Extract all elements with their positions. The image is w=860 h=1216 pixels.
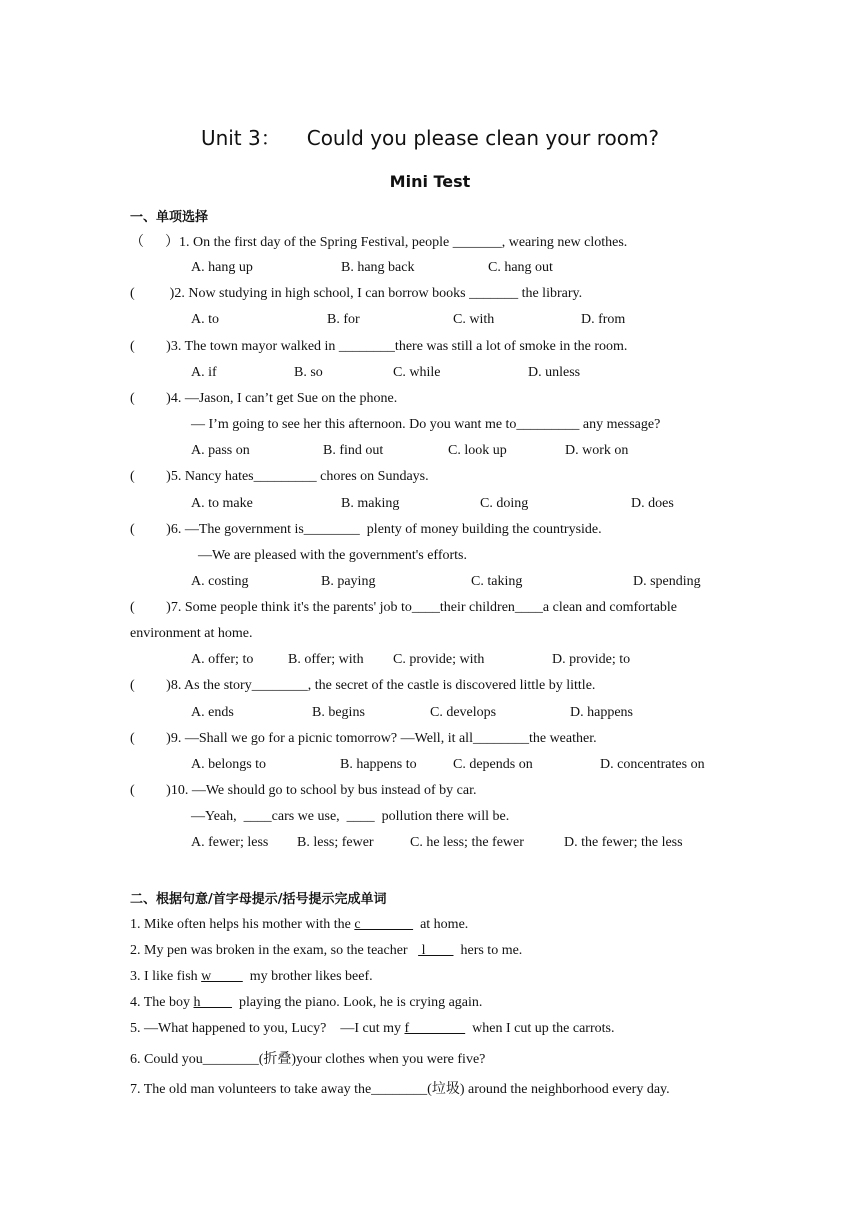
- option: D. provide; to: [552, 652, 631, 667]
- option: A. hang up: [191, 260, 253, 275]
- option: D. unless: [528, 365, 581, 380]
- fill-item-5: [130, 1021, 614, 1037]
- option: A. offer; to: [191, 652, 254, 667]
- item-text: 3. I like fish: [130, 969, 202, 984]
- question-3: [130, 339, 627, 355]
- question-5: [130, 469, 429, 485]
- option: D. spending: [633, 574, 701, 589]
- option: B. find out: [323, 443, 384, 458]
- item-text: my brother likes beef.: [242, 969, 373, 984]
- question-stem: 10. —We should go to school by bus instead of by car.: [170, 783, 477, 798]
- option: D. happens: [570, 705, 633, 720]
- option: A. pass on: [191, 443, 250, 458]
- option: C. provide; with: [393, 652, 485, 667]
- question-stem: 1. On the first day of the Spring Festival, people _______, wearing new clothes.: [179, 235, 628, 250]
- question-stem: 4. —Jason, I can’t get Sue on the phone.: [170, 391, 398, 406]
- option: C. while: [393, 365, 441, 380]
- fill-item-3: [130, 969, 373, 985]
- answer-blank[interactable]: w: [201, 969, 243, 984]
- answer-blank[interactable]: c: [354, 917, 414, 932]
- option: B. hang back: [341, 260, 415, 275]
- item-text: 5. —What happened to you, Lucy? —I cut my: [130, 1021, 405, 1036]
- fill-item-6: [130, 1048, 485, 1068]
- question-stem: 9. —Shall we go for a picnic tomorrow? —Well, it all________the weather.: [170, 731, 597, 746]
- option: D. the fewer; the less: [564, 835, 683, 850]
- answer-bracket[interactable]: （ ）: [130, 235, 179, 250]
- question-4: [130, 391, 397, 407]
- option: C. doing: [480, 496, 529, 511]
- answer-bracket[interactable]: ( ): [130, 469, 171, 484]
- item-text: when I cut up the carrots.: [465, 1021, 615, 1036]
- answer-bracket[interactable]: ( ): [130, 678, 171, 693]
- option: C. develops: [430, 705, 497, 720]
- question-6: [130, 522, 602, 538]
- item-text: hers to me.: [453, 943, 523, 958]
- option: D. from: [581, 312, 626, 327]
- question-stem: 5. Nancy hates_________ chores on Sundays.: [170, 469, 429, 484]
- option: C. hang out: [488, 260, 553, 275]
- answer-blank[interactable]: l: [418, 943, 454, 958]
- answer-bracket[interactable]: ( ): [130, 522, 171, 537]
- answer-blank[interactable]: h: [193, 995, 233, 1010]
- option: C. with: [453, 312, 495, 327]
- question-stem: 6. —The government is________ plenty of money building the countryside.: [170, 522, 602, 537]
- option: A. costing: [191, 574, 249, 589]
- page-title: [0, 122, 860, 151]
- item-text: 4. The boy: [130, 995, 194, 1010]
- option: C. depends on: [453, 757, 533, 772]
- answer-bracket[interactable]: ( ): [130, 731, 171, 746]
- option: A. to: [191, 312, 219, 327]
- option: A. fewer; less: [191, 835, 269, 850]
- fill-item-2: [130, 943, 522, 959]
- item-text: 2. My pen was broken in the exam, so the teacher: [130, 943, 419, 958]
- option: D. work on: [565, 443, 629, 458]
- question-stem: 7. Some people think it's the parents' job to____their children____a clean and comfortable: [170, 600, 678, 615]
- option: C. he less; the fewer: [410, 835, 524, 850]
- title-text: Could you please clean your room?: [306, 126, 660, 150]
- question-10: [130, 783, 477, 799]
- question-stem-continued: environment at home.: [130, 626, 253, 641]
- option: B. so: [294, 365, 323, 380]
- answer-bracket[interactable]: ( ): [130, 339, 171, 354]
- option: A. ends: [191, 705, 234, 720]
- question-8: [130, 678, 595, 694]
- fill-item-1: [130, 917, 468, 933]
- option: A. if: [191, 365, 217, 380]
- item-text: 1. Mike often helps his mother with the: [130, 917, 355, 932]
- option: C. taking: [471, 574, 523, 589]
- answer-bracket[interactable]: ( ): [130, 286, 175, 301]
- answer-blank[interactable]: f: [404, 1021, 466, 1036]
- answer-bracket[interactable]: ( ): [130, 391, 171, 406]
- option: B. less; fewer: [297, 835, 374, 850]
- item-text: 7. The old man volunteers to take away the________(垃圾) around the neighborhood every day.: [130, 1082, 670, 1097]
- option: D. concentrates on: [600, 757, 705, 772]
- item-text: at home.: [413, 917, 469, 932]
- fill-item-7: [130, 1078, 670, 1098]
- question-1: [130, 231, 627, 251]
- option: B. begins: [312, 705, 365, 720]
- question-9: [130, 731, 597, 747]
- question-stem-reply: —We are pleased with the government's efforts.: [198, 548, 467, 563]
- question-stem: 8. As the story________, the secret of the castle is discovered little by little.: [170, 678, 596, 693]
- section2-heading: 二、根据句意/首字母提示/括号提示完成单词: [130, 892, 387, 907]
- option: A. to make: [191, 496, 253, 511]
- option: B. happens to: [340, 757, 417, 772]
- question-stem-reply: —Yeah, ____cars we use, ____ pollution there will be.: [191, 809, 510, 824]
- answer-bracket[interactable]: ( ): [130, 783, 171, 798]
- question-stem-reply: — I’m going to see her this afternoon. Do you want me to_________ any message?: [191, 417, 661, 432]
- section1-heading: 一、单项选择: [130, 210, 209, 225]
- option: B. making: [341, 496, 400, 511]
- option: C. look up: [448, 443, 507, 458]
- fill-item-4: [130, 995, 482, 1011]
- question-2: [130, 286, 582, 302]
- question-stem: 2. Now studying in high school, I can borrow books _______ the library.: [174, 286, 583, 301]
- unit-label: Unit 3：: [200, 126, 281, 150]
- question-7: [130, 600, 677, 616]
- option: D. does: [631, 496, 674, 511]
- option: B. paying: [321, 574, 376, 589]
- page-subtitle: Mini Test: [389, 172, 471, 191]
- item-text: playing the piano. Look, he is crying again.: [232, 995, 483, 1010]
- option: A. belongs to: [191, 757, 267, 772]
- answer-bracket[interactable]: ( ): [130, 600, 171, 615]
- option: B. offer; with: [288, 652, 364, 667]
- option: B. for: [327, 312, 360, 327]
- item-text: 6. Could you________(折叠)your clothes when you were five?: [130, 1052, 486, 1067]
- question-stem: 3. The town mayor walked in ________there was still a lot of smoke in the room.: [170, 339, 628, 354]
